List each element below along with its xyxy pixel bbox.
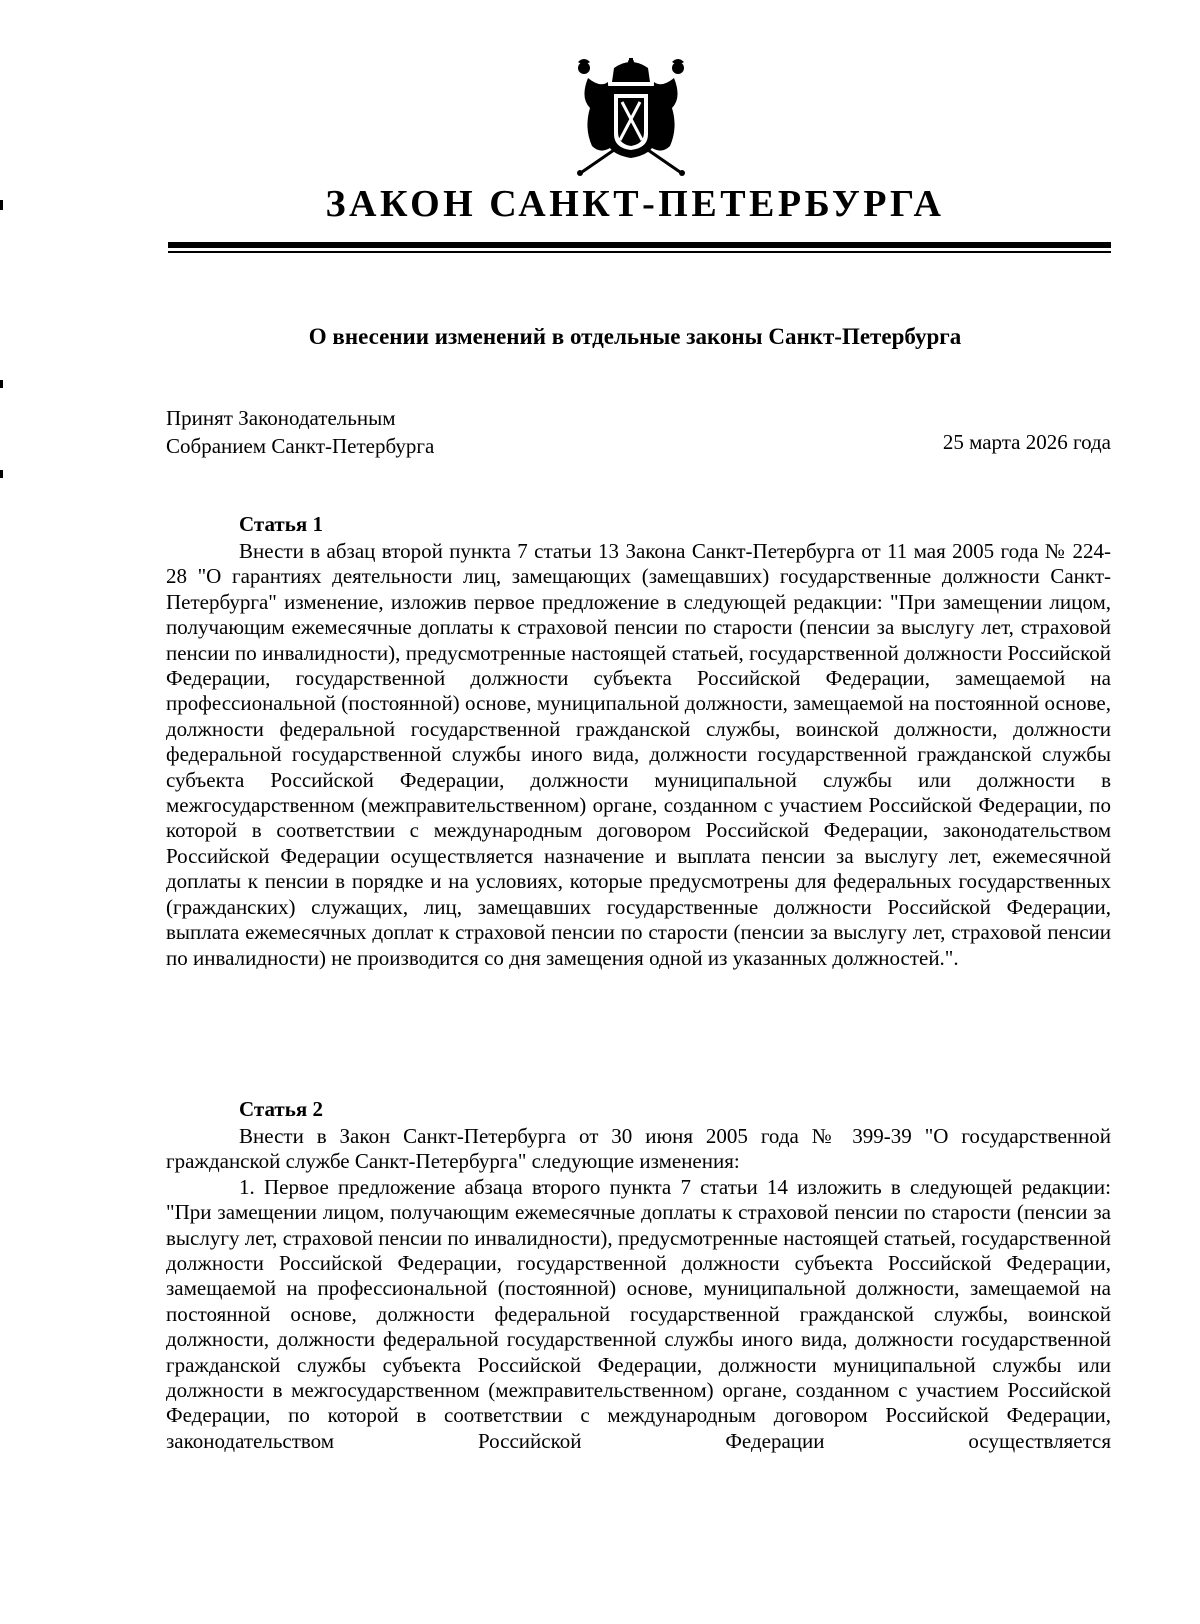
scan-edge-mark — [0, 380, 3, 388]
adoption-line-2: Собранием Санкт-Петербурга — [166, 434, 435, 458]
document-title: ЗАКОН САНКТ-ПЕТЕРБУРГА — [325, 183, 945, 225]
article-2-body — [166, 1124, 1111, 1454]
article-2-heading: Статья 2 — [239, 1097, 323, 1121]
article-1-paragraph: Внести в абзац второй пункта 7 статьи 13 Закона Санкт-Петербурга от 11 мая 2005 года № 224-28 "О гарантиях деятельности лиц, замещающих (замещавших) государственные должности Санкт-Петербурга" изменение, изложив первое предложение в следующей редакции: "При замещении лицом, получающим ежемесячные доплаты к страховой пенсии по старости (пенсии за выслугу лет, страховой пенсии по инвалидности), предусмотренные настоящей статьей, государственной должности Российской Федерации, государственной должности субъекта Российской Федерации, замещаемой на профессиональной (постоянной) основе, муниципальной должности, замещаемой на постоянной основе, должности федеральной государственной гражданской службы, воинской должности, должности федеральной государственной службы иного вида, должности государственной гражданской службы субъекта Российской Федерации, должности муниципальной службы или должности в межгосударственном (межправительственном) органе, созданном с участием Российской Федерации, по которой в соответствии с международным договором Российской Федерации, законодательством Российской Федерации осуществляется назначение и выплата пенсии за выслугу лет, ежемесячной доплаты к пенсии в порядке и на условиях, которые предусмотрены для федеральных государственных (гражданских) служащих, лиц, замещавших государственные должности Российской Федерации, выплата ежемесячных доплат к страховой пенсии по старости (пенсии за выслугу лет, страховой пенсии по инвалидности) не производится со дня замещения одной из указанных должностей.". — [166, 539, 1111, 970]
article-1-body — [166, 539, 1111, 971]
title-rule-thin — [168, 251, 1111, 253]
title-rule-thick — [168, 242, 1111, 248]
law-subject: О внесении изменений в отдельные законы Санкт-Петербурга — [308, 324, 962, 349]
scan-edge-mark — [0, 470, 3, 478]
article-1-heading: Статья 1 — [239, 512, 323, 536]
article-2-intro: Внести в Закон Санкт-Петербурга от 30 июня 2005 года № 399-39 "О государственной гражданской службе Санкт-Петербурга" следующие изменения: — [166, 1124, 1111, 1174]
article-2-item-1: 1. Первое предложение абзаца второго пункта 7 статьи 14 изложить в следующей редакции: "При замещении лицом, получающим ежемесячные доплаты к страховой пенсии по старости (пенсии за выслугу лет, страховой пенсии по инвалидности), предусмотренные настоящей статьей, государственной должности Российской Федерации, государственной должности субъекта Российской Федерации, замещаемой на профессиональной (постоянной) основе, муниципальной должности, замещаемой на постоянной основе, должности федеральной государственной гражданской службы, воинской должности, должности федеральной государственной службы иного вида, должности государственной гражданской службы субъекта Российской Федерации, должности муниципальной службы или должности в межгосударственном (межправительственном) органе, созданном с участием Российской Федерации, по которой в соответствии с международным договором Российской Федерации, законодательством Российской Федерации осуществляется — [166, 1174, 1111, 1453]
adoption-date: 25 марта 2026 года — [942, 430, 1111, 454]
coat-of-arms-icon — [570, 58, 692, 176]
adoption-line-1: Принят Законодательным — [166, 406, 396, 430]
scan-edge-mark — [0, 200, 3, 210]
